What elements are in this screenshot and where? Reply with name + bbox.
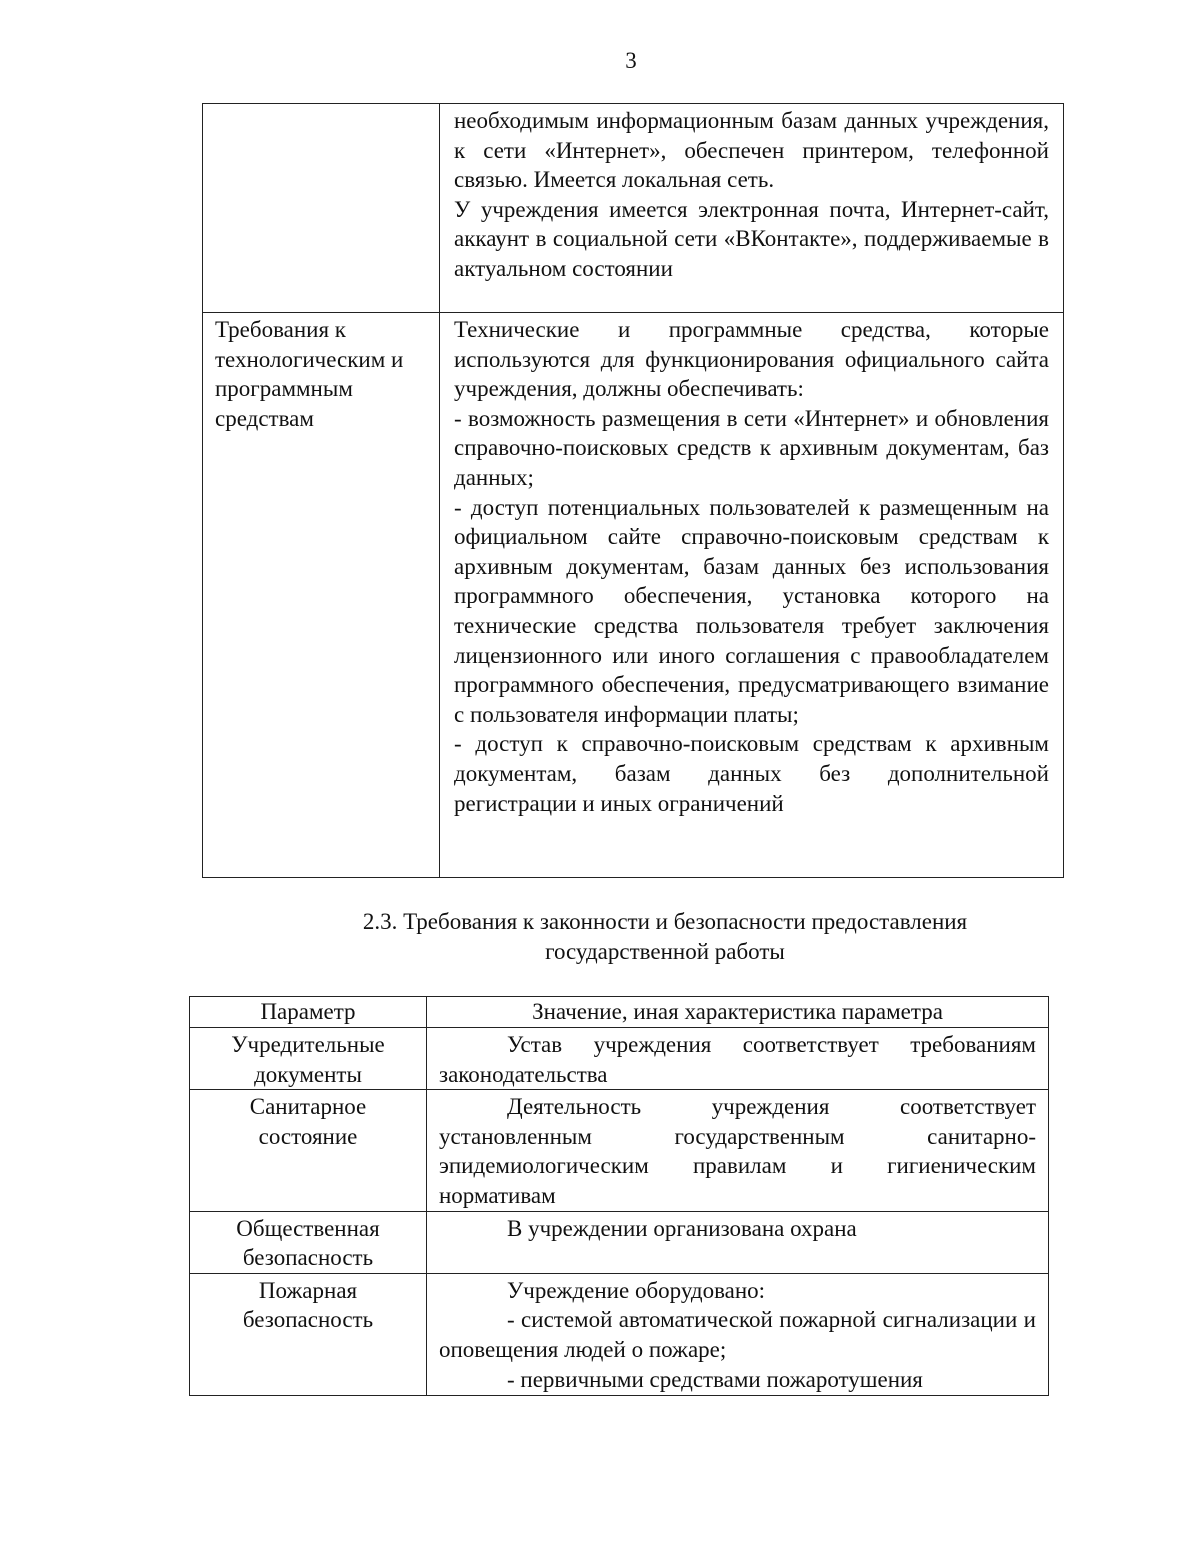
value-paragraph: - первичными средствами пожаротушения <box>507 1366 923 1392</box>
value-paragraph: У учреждения имеется электронная почта, Интернет-сайт, аккаунт в социальной сети «ВКонтакте», поддерживаемые в актуальном состоянии <box>454 196 1049 281</box>
column-header-param: Параметр <box>190 997 427 1028</box>
section-heading-line: государственной работы <box>545 939 785 964</box>
table-row <box>190 1211 1049 1273</box>
value-paragraph: В учреждении организована охрана <box>507 1215 857 1241</box>
value-paragraph: Деятельность учреждения соответствует установленным государственным санитарно-эпидемиологическим правилам и гигиеническим нормативам <box>439 1094 1036 1208</box>
value-paragraph: - возможность размещения в сети «Интернет» и обновления справочно-поисковых средств к архивным документам, баз данных; <box>454 405 1049 490</box>
param-cell <box>203 104 440 313</box>
page-number: 3 <box>625 48 637 73</box>
value-paragraph: Технические и программные средства, которые используются для функционирования официального сайта учреждения, должны обеспечивать: <box>454 317 1049 402</box>
value-paragraph: - доступ к справочно-поисковым средствам к архивным документам, базам данных без дополнительной регистрации и иных ограничений <box>454 731 1049 816</box>
technical-requirements-table <box>202 103 1064 878</box>
value-cell <box>440 104 1064 313</box>
section-heading-line: 2.3. Требования к законности и безопасности предоставления <box>362 909 968 934</box>
value-paragraph: - доступ потенциальных пользователей к размещенным на официальном сайте справочно-поисковым средствам к архивным документам, базам данных без использования программного обеспечения, установка которого на технические средства пользователя требует заключения лицензионного или иного соглашения с правообладателем программного обеспечения, предусматривающего взимание с пользователя информации платы; <box>454 494 1049 727</box>
table-row <box>190 1273 1049 1395</box>
value-paragraph: необходимым информационным базам данных учреждения, к сети «Интернет», обеспечен принтером, телефонной связью. Имеется локальная сеть. <box>454 108 1049 193</box>
param-cell: Требования к технологическим и программным средствам <box>203 313 440 878</box>
column-header-value: Значение, иная характеристика параметра <box>427 997 1049 1028</box>
param-cell: Пожарная безопасность <box>190 1273 427 1395</box>
value-cell <box>427 1090 1049 1211</box>
param-cell: Санитарное состояние <box>190 1090 427 1211</box>
table-row <box>190 1090 1049 1211</box>
value-cell <box>427 1028 1049 1090</box>
value-cell <box>427 1211 1049 1273</box>
param-cell: Общественная безопасность <box>190 1211 427 1273</box>
table-row <box>203 104 1064 313</box>
table-header-row <box>190 997 1049 1028</box>
value-paragraph: Устав учреждения соответствует требованиям законодательства <box>439 1032 1036 1087</box>
value-paragraph: - системой автоматической пожарной сигнализации и оповещения людей о пожаре; <box>439 1307 1036 1362</box>
section-heading <box>265 907 1065 967</box>
value-cell <box>427 1273 1049 1395</box>
legality-safety-table <box>189 996 1049 1396</box>
value-paragraph: Учреждение оборудовано: <box>507 1277 766 1303</box>
value-cell <box>440 313 1064 878</box>
param-cell: Учредительные документы <box>190 1028 427 1090</box>
table-row <box>190 1028 1049 1090</box>
table-row <box>203 313 1064 878</box>
